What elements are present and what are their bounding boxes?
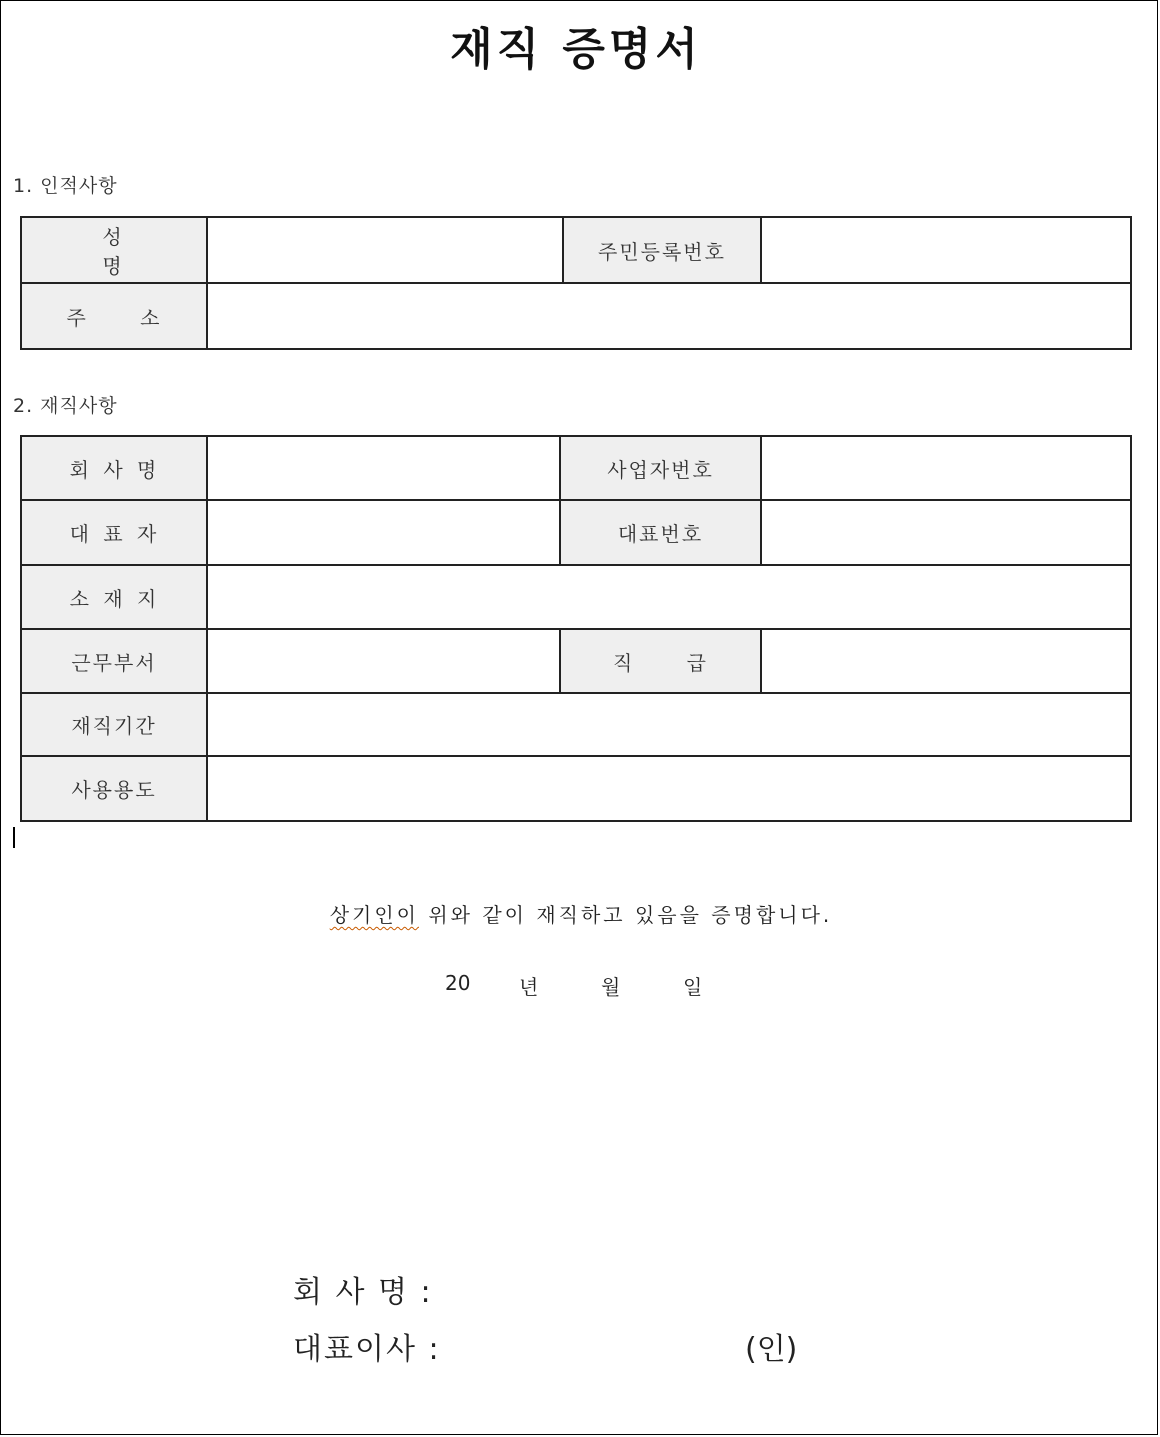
spellcheck-word: 상기인이 <box>329 903 419 927</box>
location-field[interactable] <box>207 565 1131 629</box>
statement-text: 위와 같이 재직하고 있음을 증명합니다. <box>419 903 833 927</box>
table-row <box>21 217 1131 283</box>
date-year-label: 년 <box>519 975 539 999</box>
seal-mark: (인) <box>745 1332 798 1367</box>
company-name-label: 회 사 명 <box>21 436 207 500</box>
employment-period-label: 재직기간 <box>21 693 207 756</box>
department-label: 근무부서 <box>21 629 207 693</box>
date-year-prefix: 20 <box>445 971 471 995</box>
table-row <box>21 756 1131 821</box>
text-cursor <box>13 827 15 848</box>
resident-number-label: 주민등록번호 <box>563 217 761 283</box>
name-label <box>21 217 207 283</box>
position-field[interactable] <box>761 629 1131 693</box>
date-day-label: 일 <box>683 975 703 999</box>
table-row <box>21 565 1131 629</box>
table-row <box>21 500 1131 565</box>
name-field[interactable] <box>207 217 563 283</box>
representative-field[interactable] <box>207 500 560 565</box>
personal-info-table <box>20 216 1132 350</box>
date-month-label: 월 <box>601 975 621 999</box>
main-phone-label: 대표번호 <box>560 500 761 565</box>
department-field[interactable] <box>207 629 560 693</box>
address-label-text: 주 소 <box>66 305 162 330</box>
employment-period-field[interactable] <box>207 693 1131 756</box>
name-label-text: 성 명 <box>102 225 124 278</box>
table-row <box>21 436 1131 500</box>
signature-company-label: 회 사 명 : <box>293 1275 433 1310</box>
section-employment-info-label: 2. 재직사항 <box>13 395 118 417</box>
main-phone-field[interactable] <box>761 500 1131 565</box>
signature-ceo-label: 대표이사 : <box>293 1332 441 1367</box>
representative-label: 대 표 자 <box>21 500 207 565</box>
table-row <box>21 283 1131 349</box>
location-label: 소 재 지 <box>21 565 207 629</box>
position-label: 직 급 <box>560 629 761 693</box>
employment-info-table <box>20 435 1132 822</box>
purpose-field[interactable] <box>207 756 1131 821</box>
document-title: 재직 증명서 <box>450 24 702 75</box>
purpose-label: 사용용도 <box>21 756 207 821</box>
business-number-field[interactable] <box>761 436 1131 500</box>
certification-statement <box>1 899 1160 928</box>
section-personal-info-label: 1. 인적사항 <box>13 175 118 197</box>
company-name-field[interactable] <box>207 436 560 500</box>
table-row <box>21 693 1131 756</box>
resident-number-field[interactable] <box>761 217 1131 283</box>
address-field[interactable] <box>207 283 1131 349</box>
address-label <box>21 283 207 349</box>
business-number-label: 사업자번호 <box>560 436 761 500</box>
table-row <box>21 629 1131 693</box>
